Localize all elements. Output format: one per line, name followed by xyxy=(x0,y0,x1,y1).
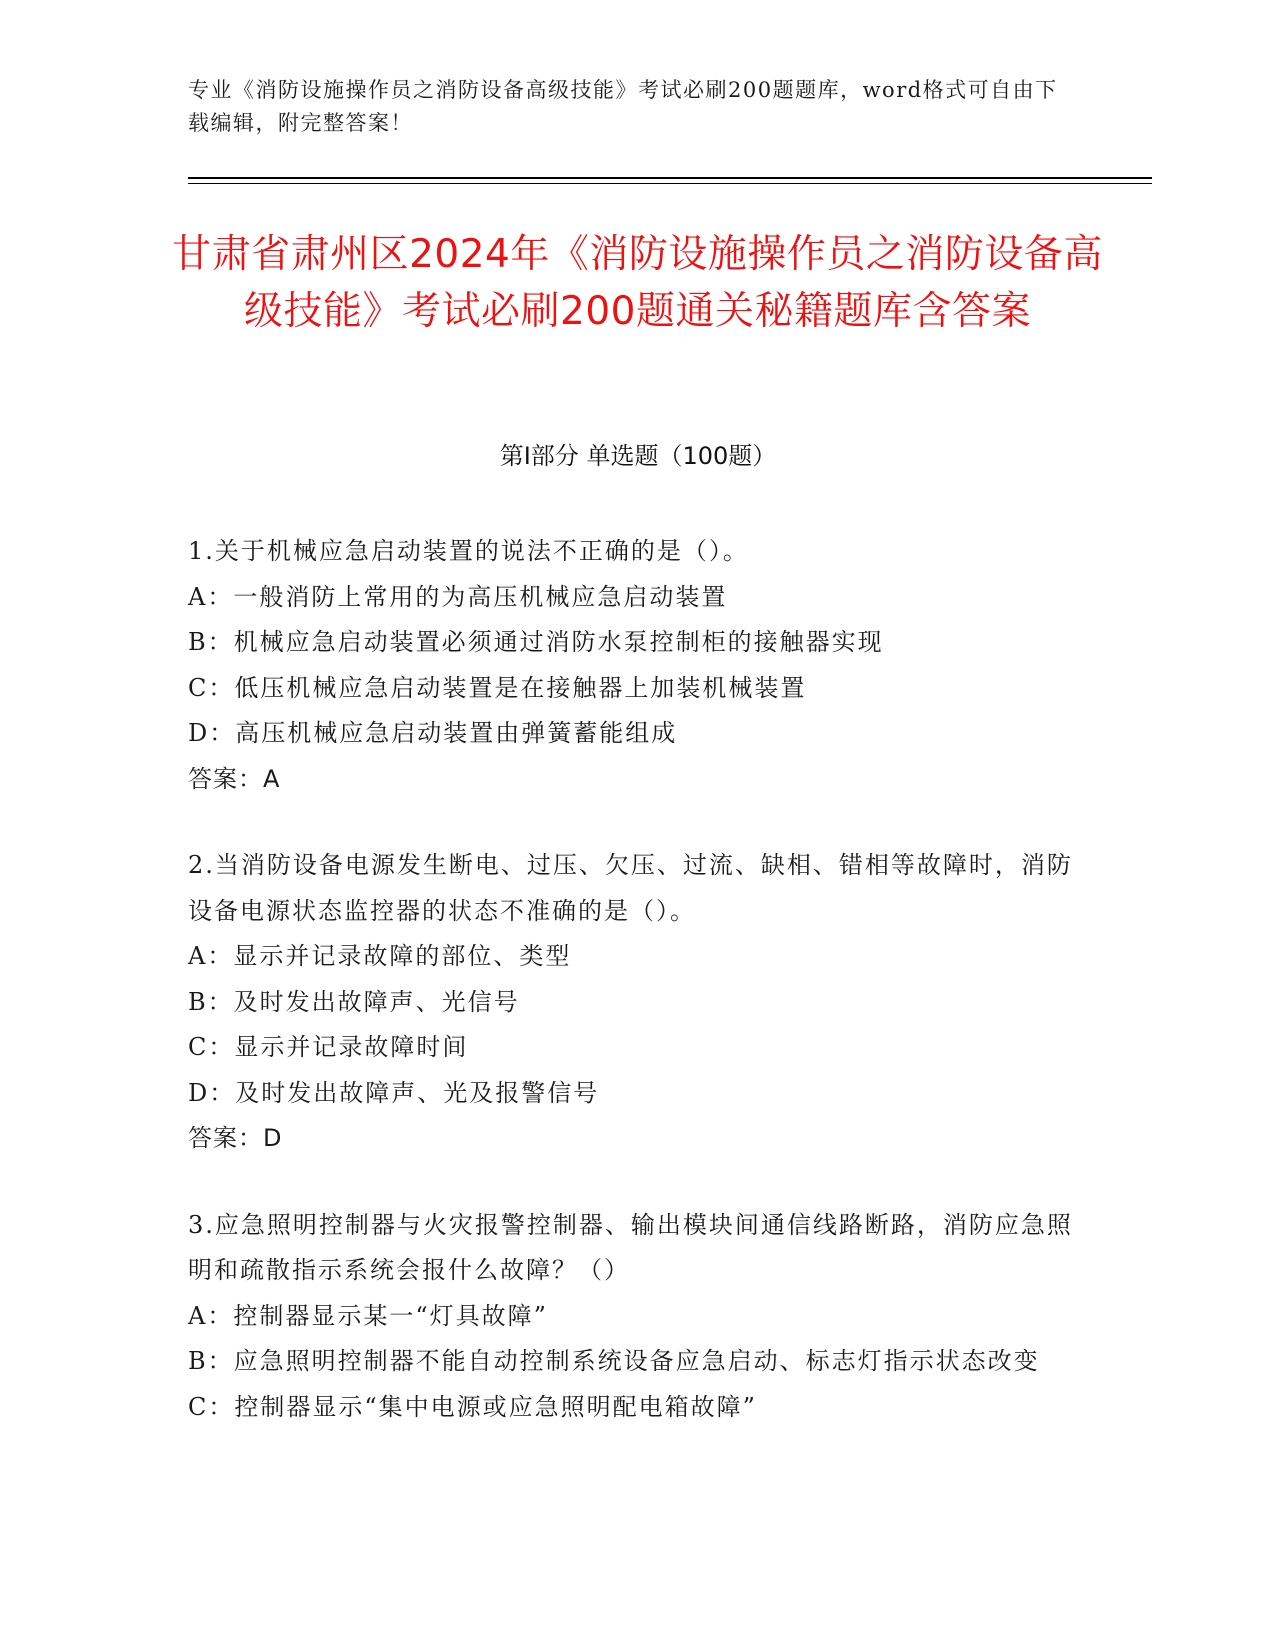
option-d: D：及时发出故障声、光及报警信号 xyxy=(188,1078,600,1107)
question-2 xyxy=(188,843,1088,1162)
option-a: A：控制器显示某一“灯具故障” xyxy=(188,1301,548,1330)
option-c: C：显示并记录故障时间 xyxy=(188,1033,469,1061)
question-1 xyxy=(188,529,1088,802)
option-d: D：高压机械应急启动装置由弹簧蓄能组成 xyxy=(188,719,678,747)
option-a: A：显示并记录故障的部位、类型 xyxy=(188,942,572,970)
question-stem: 1.关于机械应急启动装置的说法不正确的是（）。 xyxy=(188,537,749,565)
document-title: 甘肃省肃州区2024年《消防设施操作员之消防设备高级技能》考试必刷200题通关秘籍题库含答案 xyxy=(172,232,1103,334)
header-rule xyxy=(188,177,1152,179)
option-c: C：低压机械应急启动装置是在接触器上加装机械装置 xyxy=(188,673,807,702)
question-3 xyxy=(188,1203,1088,1431)
option-b: B：机械应急启动装置必须通过消防水泵控制柜的接触器实现 xyxy=(188,628,884,656)
header-note: 专业《消防设施操作员之消防设备高级技能》考试必刷200题题库，word格式可自由下载编辑，附完整答案！ xyxy=(188,78,1058,135)
question-stem: 2.当消防设备电源发生断电、过压、欠压、过流、缺相、错相等故障时，消防设备电源状态监控器的状态不准确的是（）。 xyxy=(188,851,1073,925)
option-c: C：控制器显示“集中电源或应急照明配电箱故障” xyxy=(188,1392,757,1421)
option-b: B：及时发出故障声、光信号 xyxy=(188,987,520,1016)
answer: 答案：D xyxy=(188,1124,283,1152)
answer: 答案：A xyxy=(188,764,281,793)
question-list xyxy=(188,529,1088,1471)
option-b: B：应急照明控制器不能自动控制系统设备应急启动、标志灯指示状态改变 xyxy=(188,1347,1040,1375)
section-heading: 第I部分 单选题（100题） xyxy=(499,442,777,470)
option-a: A：一般消防上常用的为高压机械应急启动装置 xyxy=(188,582,728,611)
header-rule-thin xyxy=(188,183,1152,184)
question-stem: 3.应急照明控制器与火灾报警控制器、输出模块间通信线路断路，消防应急照明和疏散指示系统会报什么故障？（） xyxy=(188,1210,1073,1284)
